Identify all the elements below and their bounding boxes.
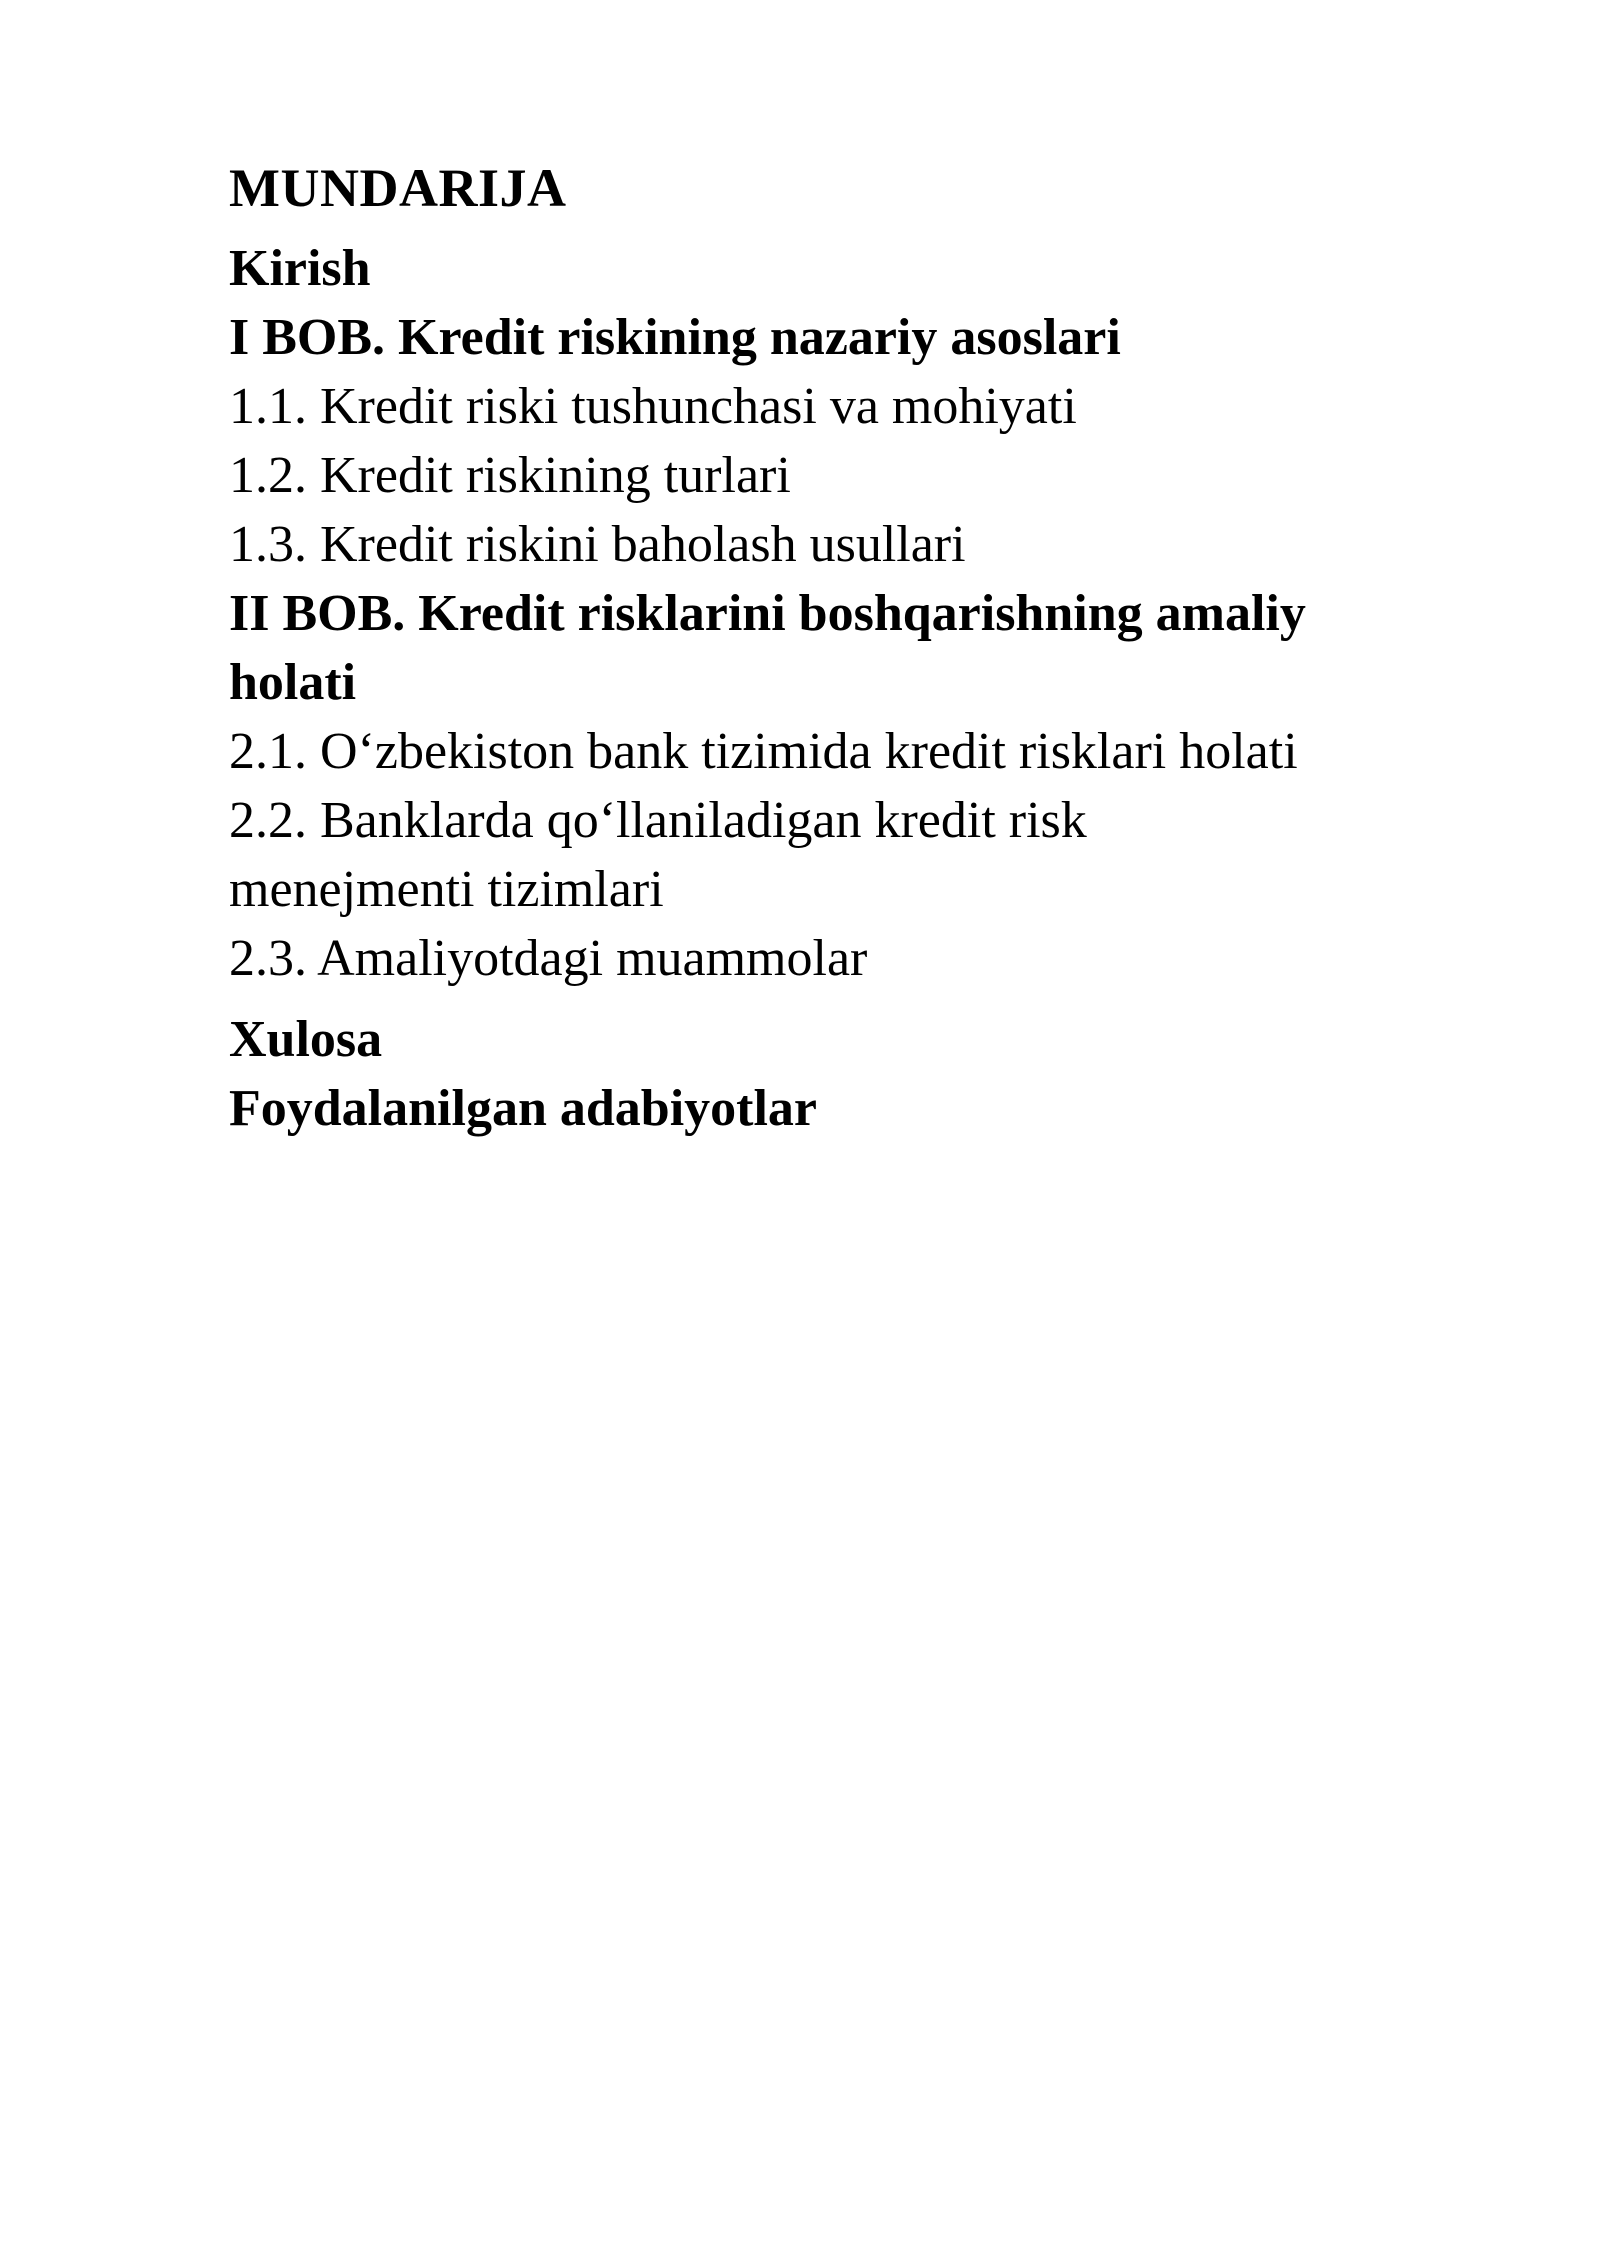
toc-line: Kirish: [229, 240, 371, 297]
toc-line: 1.2. Kredit riskining turlari: [229, 447, 791, 504]
toc-line: menejmenti tizimlari: [229, 861, 664, 918]
toc-main-group: [229, 234, 1529, 993]
toc-line: I BOB. Kredit riskining nazariy asoslari: [229, 309, 1121, 366]
toc-line: 2.2. Banklarda qo‘llaniladigan kredit risk: [229, 792, 1087, 849]
toc-line: 1.3. Kredit riskini baholash usullari: [229, 516, 966, 573]
toc-line: holati: [229, 654, 357, 711]
toc-line: Foydalanilgan adabiyotlar: [229, 1080, 817, 1137]
toc-line: Xulosa: [229, 1011, 383, 1068]
document-page: [229, 154, 1529, 1143]
page-title: MUNDARIJA: [229, 158, 567, 218]
toc-line: II BOB. Kredit risklarini boshqarishning amaliy: [229, 585, 1306, 642]
toc-line: 2.1. O‘zbekiston bank tizimida kredit risklari holati: [229, 723, 1298, 780]
toc-line: 2.3. Amaliyotdagi muammolar: [229, 930, 868, 987]
toc-closing-group: [229, 1005, 1529, 1143]
toc-line: 1.1. Kredit riski tushunchasi va mohiyati: [229, 378, 1077, 435]
